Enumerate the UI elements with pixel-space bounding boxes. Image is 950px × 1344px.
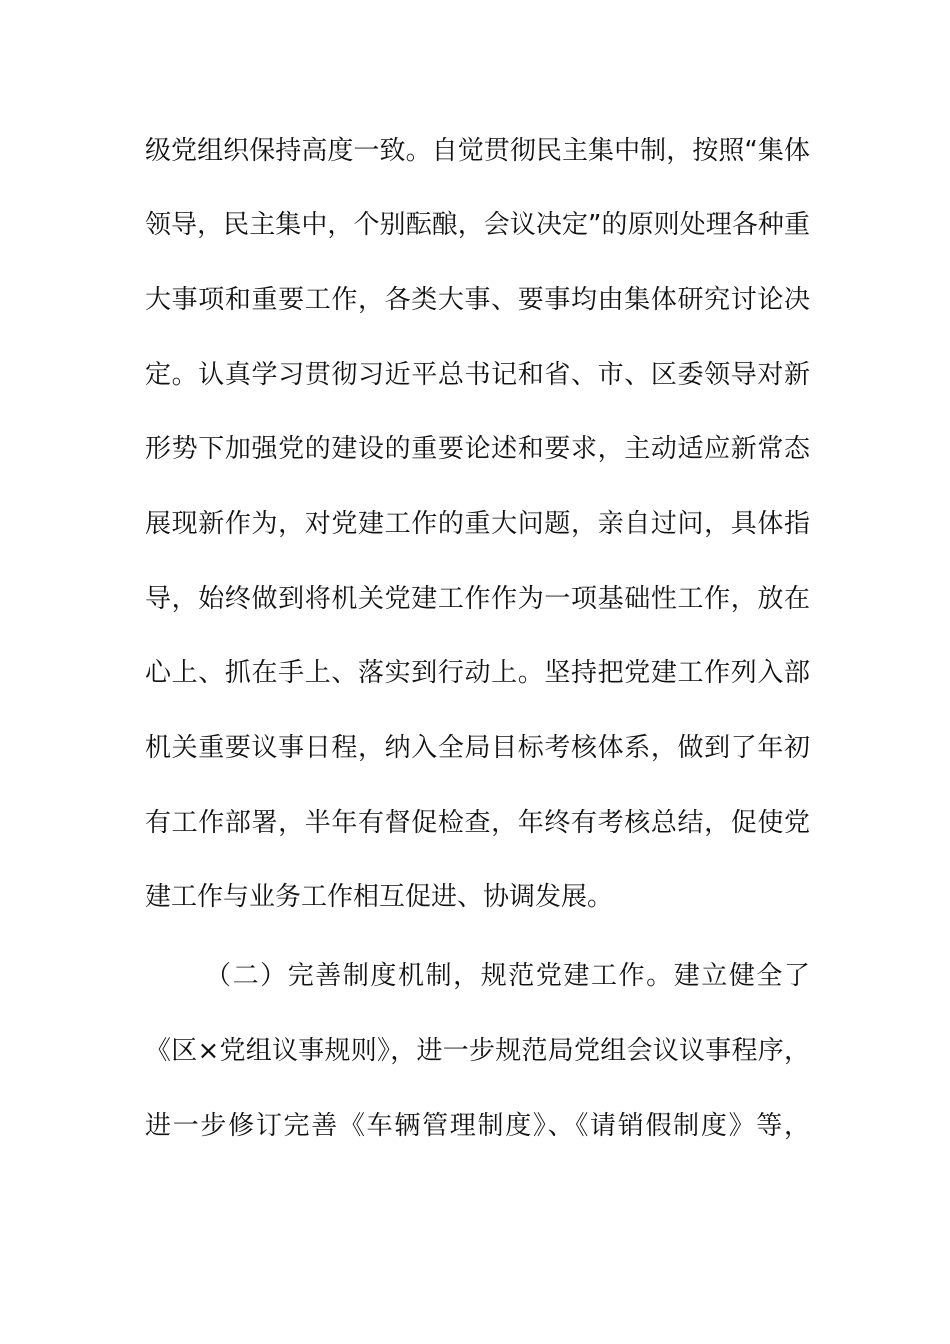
text-line: 定。认真学习贯彻习近平总书记和省、市、区委领导对新 [145,360,810,390]
text-line: （二）完善制度机制，规范党建工作。建立健全了 [205,961,810,991]
text-line: 心上、抓在手上、落实到行动上。坚持把党建工作列入部 [145,658,810,688]
text-line: 领导，民主集中，个别酝酿，会议决定”的原则处理各种重 [145,210,810,240]
text-line: 级党组织保持高度一致。自觉贯彻民主集中制，按照“集体 [145,136,810,166]
text-line: 展现新作为，对党建工作的重大问题，亲自过问，具体指 [145,509,810,539]
text-line: 建工作与业务工作相互促进、协调发展。 [145,882,614,912]
text-line: 有工作部署，半年有督促检查，年终有考核总结，促使党 [145,808,810,838]
text-line: 机关重要议事日程，纳入全局目标考核体系，做到了年初 [145,733,810,763]
text-line: 《区×党组议事规则》，进一步规范局党组会议议事程序， [145,1036,810,1066]
text-line: 形势下加强党的建设的重要论述和要求，主动适应新常态 [145,434,810,464]
text-line: 进一步修订完善《车辆管理制度》、《请销假制度》等， [145,1111,810,1141]
text-line: 导，始终做到将机关党建工作作为一项基础性工作，放在 [145,584,810,614]
text-line: 大事项和重要工作，各类大事、要事均由集体研究讨论决 [145,285,810,315]
